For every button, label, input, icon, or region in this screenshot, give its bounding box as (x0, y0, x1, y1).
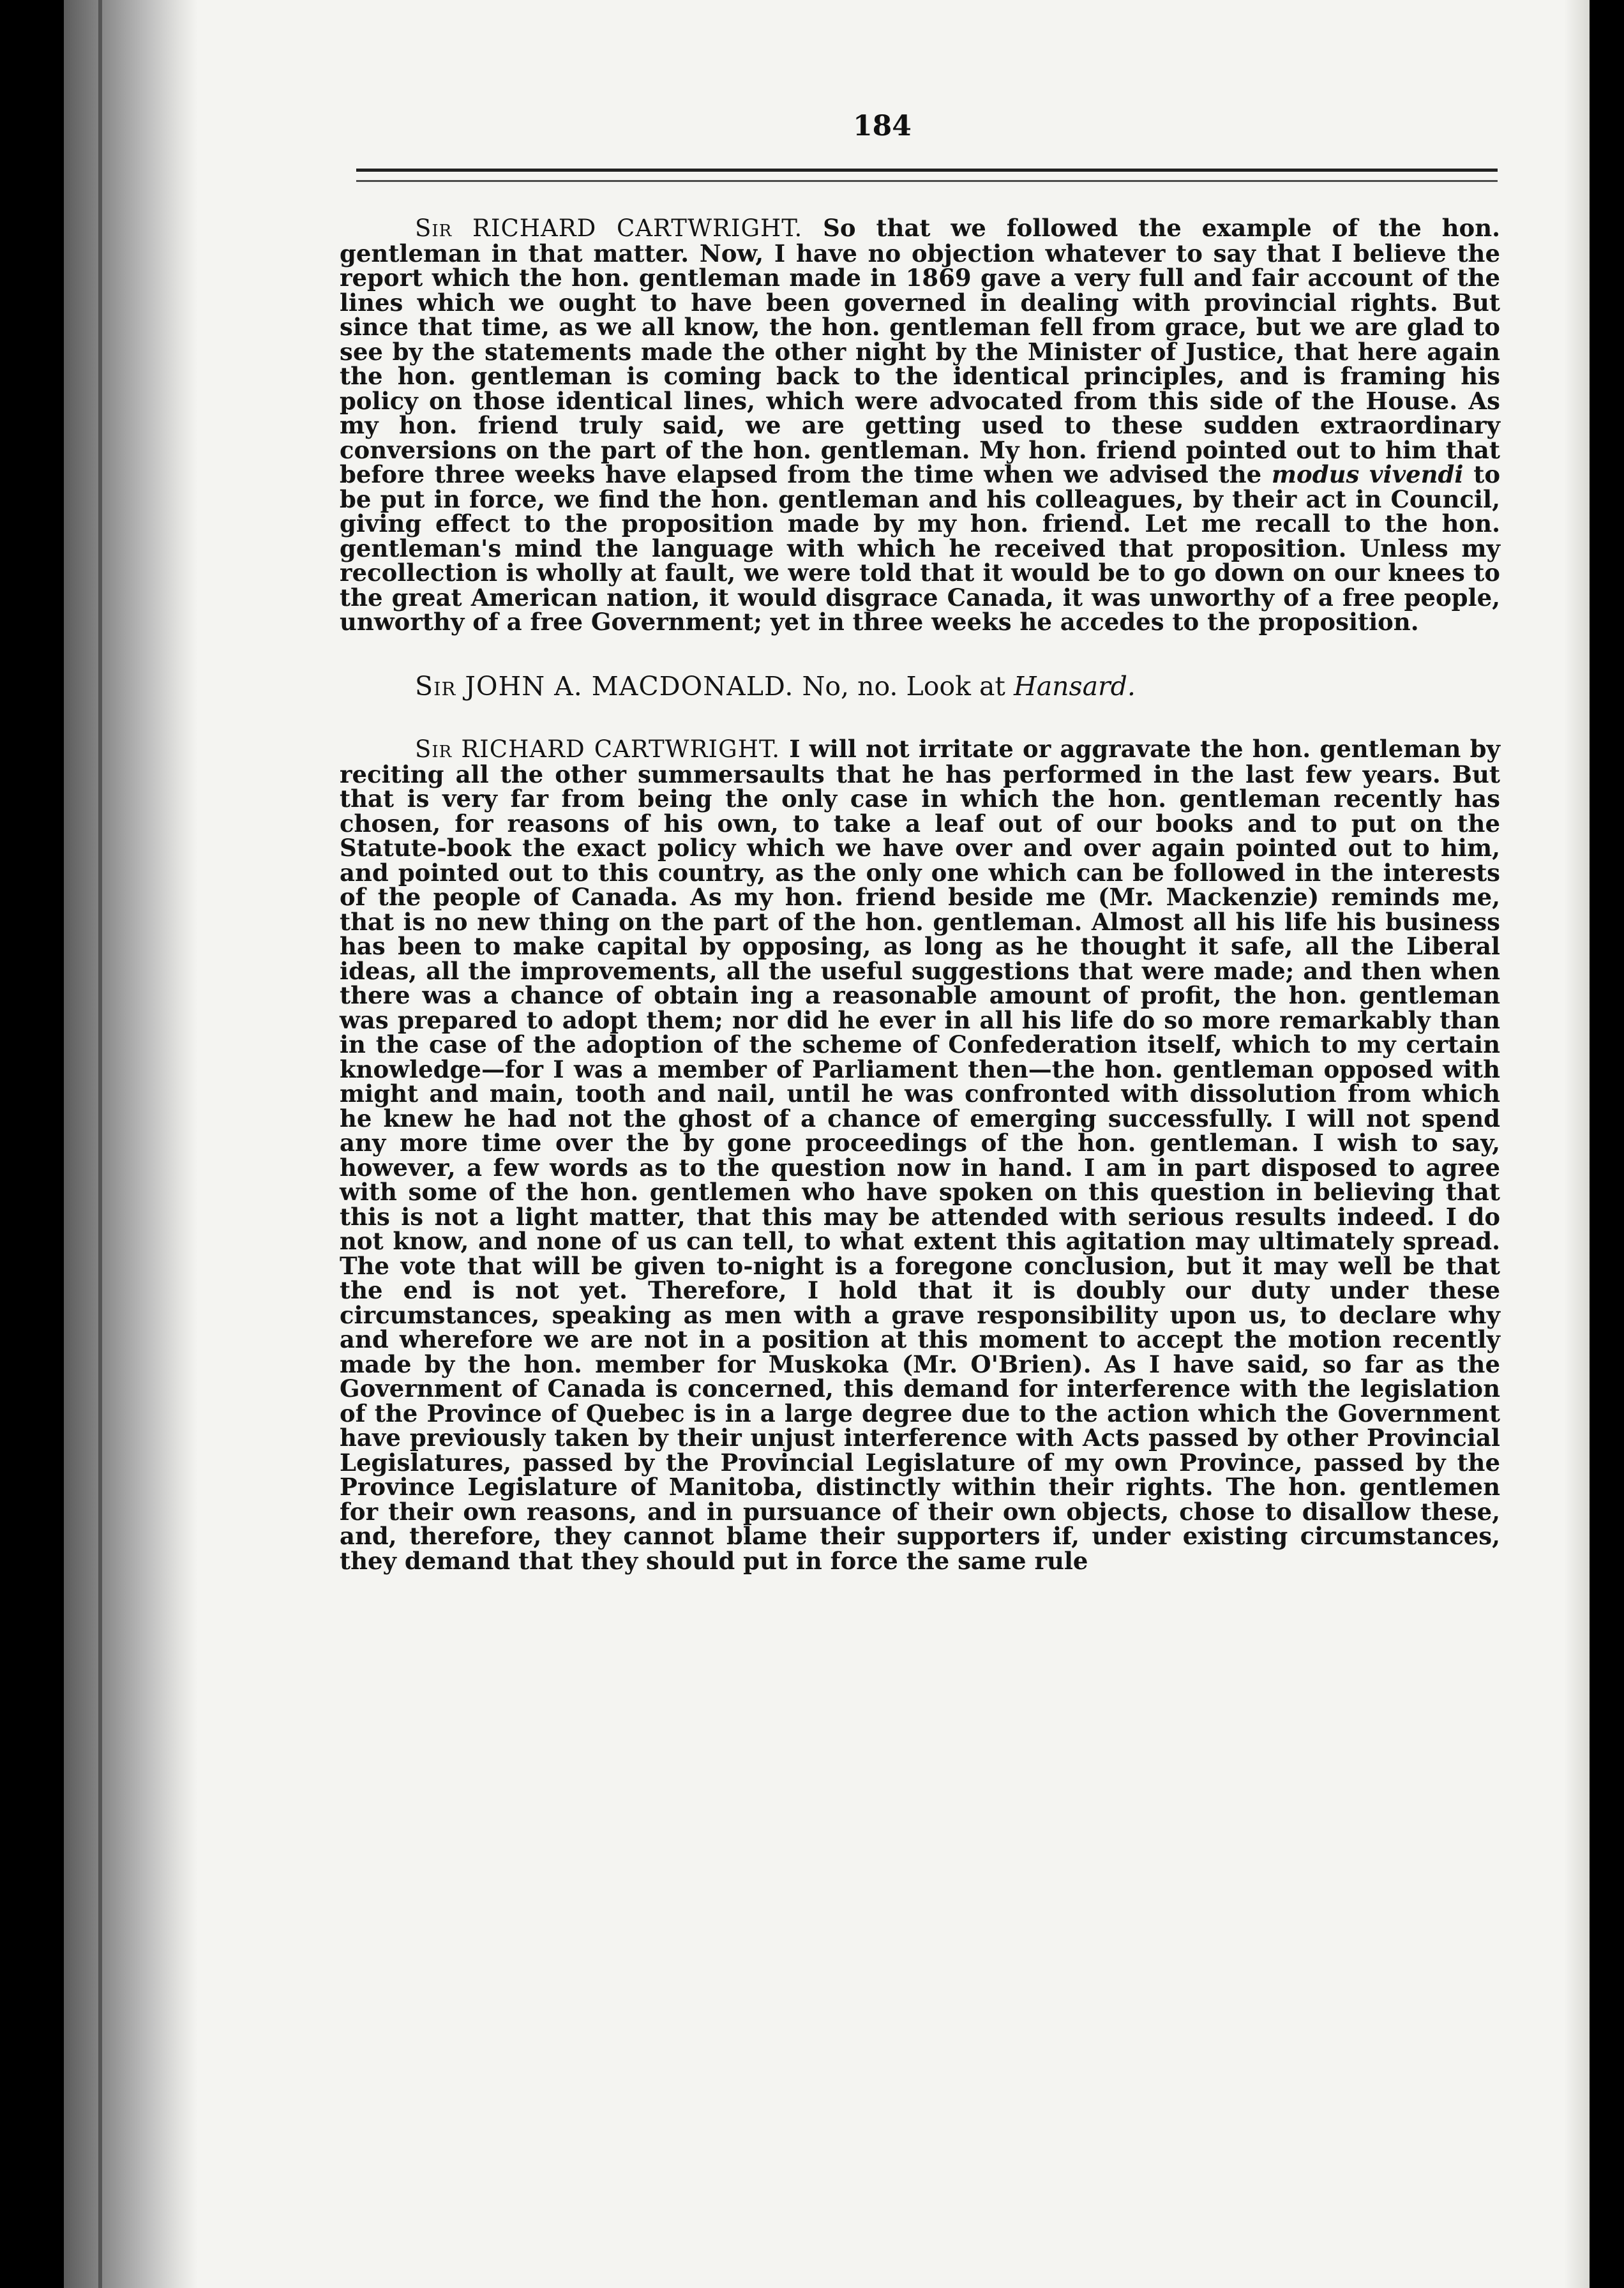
text-run: No, no. Look at (793, 670, 1014, 702)
body-text (340, 216, 1500, 1573)
paragraph-cartwright-2 (340, 737, 1500, 1573)
speaker-name: Sir RICHARD CARTWRIGHT. (415, 214, 803, 242)
speaker-name: Sir RICHARD CARTWRIGHT. (415, 735, 780, 763)
page-edge (1564, 0, 1590, 2288)
text-run-italic: modus vivendi (1271, 460, 1464, 488)
binding-edge (98, 0, 102, 2288)
text-run: So that we followed the example of the hon. gentleman in that matter. Now, I have no objection whatever to say that I believe the report which the hon. gentleman made in 1869 gave a very full and fair account of the lines which we ought to have been governed in dealing with provincial rights. But since that time, as we all know, the hon. gentleman fell from grace, but we are glad to see by the statements made the other night by the Minister of Justice, that here again the hon. gentleman is coming back to the identical principles, and is framing his policy on those identical lines, which were advocated from this side of the House. As my hon. friend truly said, we are getting used to these sudden extraordinary conversions on the part of the hon. gentleman. My hon. friend pointed out to him that before three weeks have elapsed from the time when we advised the (340, 214, 1500, 488)
header-rule (356, 169, 1498, 172)
paragraph-macdonald (340, 670, 1500, 702)
paragraph-cartwright-1 (340, 216, 1500, 635)
binding-gutter (64, 0, 198, 2288)
text-run-italic: Hansard. (1013, 670, 1136, 702)
text-run: I will not irritate or aggravate the hon. gentleman by reciting all the other summersaults that he has performed in the last few years. But that is very far from being the only case in which the hon. gentleman recently has chosen, for reasons of his own, to take a leaf out of our books and to put on the Statute-book the exact policy which we have over and over again pointed out to him, and pointed out to this country, as the only one which can be followed in the interests of the people of Canada. As my hon. friend beside me (Mr. Mackenzie) reminds me, that is no new thing on the part of the hon. gentleman. Almost all his life his business has been to make capital by opposing, as long as he thought it safe, all the Liberal ideas, all the improvements, all the useful suggestions that were made; and then when there was a chance of obtain ing a reasonable amount of profit, the hon. gentleman was prepared to adopt them; nor did he ever in all his life do so more remarkably than in the case of the adoption of the scheme of Confederation itself, which to my certain knowledge—for I was a member of Parliament then—the hon. gentleman opposed with might and main, tooth and nail, until he was confronted with dissolution from which he knew he had not the ghost of a chance of emerging successfully. I will not spend any more time over the by gone proceedings of the hon. gentleman. I wish to say, however, a few words as to the question now in hand. I am in part disposed to agree with some of the hon. gentlemen who have spoken on this question in believing that this is not a light matter, that this may be attended with serious results indeed. I do not know, and none of us can tell, to what extent this agitation may ultimately spread. The vote that will be given to-night is a foregone conclusion, but it may well be that the end is not yet. Therefore, I hold that it is doubly our duty under these circumstances, speaking as men with a grave responsibility upon us, to declare why and wherefore we are not in a position at this moment to accept the motion recently made by the hon. member for Muskoka (Mr. O'Brien). As I have said, so far as the Government of Canada is concerned, this demand for interference with the legislation of the Province of Quebec is in a large degree due to the action which the Government have previously taken by their unjust interference with Acts passed by other Provincial Legislatures, passed by the Provincial Legislature of my own Province, passed by the Province Legislature of Manitoba, distinctly within their rights. The hon. gentlemen for their own reasons, and in pursuance of their own objects, chose to disallow these, and, therefore, they cannot blame their supporters if, under existing circumstances, they demand that they should put in force the same rule (340, 735, 1500, 1575)
speaker-name: Sir JOHN A. MACDONALD. (415, 670, 794, 702)
page-sheet (64, 0, 1590, 2288)
page-number: 184 (853, 110, 912, 142)
text-run: to be put in force, we find the hon. gentleman and his colleagues, by their act in Council, giving effect to the proposition made by my hon. friend. Let me recall to the hon. gentleman's mind the language with which he received that proposition. Unless my recollection is wholly at fault, we were told that it would be to go down on our knees to the great American nation, it would disgrace Canada, it was unworthy of a free people, unworthy of a free Government; yet in three weeks he accedes to the proposition. (340, 460, 1500, 636)
header-rule-secondary (356, 180, 1498, 182)
